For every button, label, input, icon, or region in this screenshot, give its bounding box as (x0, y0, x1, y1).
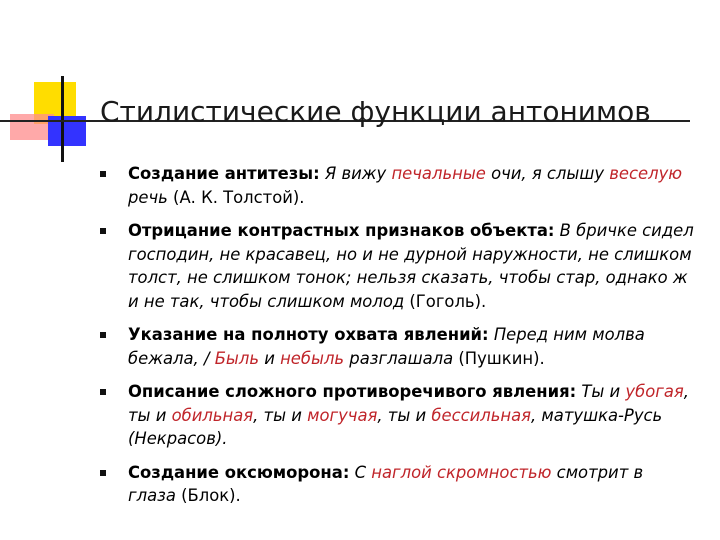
bullet-list (94, 162, 694, 518)
item-text: речь (128, 187, 168, 207)
antonym-highlight: могучая (307, 405, 378, 425)
slide-title: Стилистические функции антонимов (100, 95, 651, 128)
item-lead: Описание сложного противоречивого явления: (128, 382, 577, 401)
square-bullet-icon (100, 389, 106, 395)
list-item (94, 219, 694, 313)
item-lead: Создание оксюморона: (128, 462, 350, 482)
item-text: С (354, 462, 372, 482)
item-text: и (259, 348, 281, 368)
item-text: , матушка-Русь (Некрасов). (128, 405, 663, 448)
square-bullet-icon (100, 332, 106, 338)
antonym-highlight: веселую (609, 164, 683, 183)
square-bullet-icon (100, 171, 106, 177)
item-text: В бричке сидел господин, не красавец, но и не дурной наружности, не слишком толст, не слишком тонок; нельзя сказать, чтобы стар, однако ж и не так, чтобы слишком молод (128, 221, 694, 311)
item-text: , ты и (253, 405, 308, 425)
antonym-highlight: убогая (625, 382, 684, 401)
item-text: , ты и (128, 382, 689, 425)
item-text: очи, я слышу (485, 164, 610, 183)
antonym-highlight: бессильная (431, 405, 531, 425)
item-text: (А. К. Толстой). (167, 187, 305, 207)
list-item (94, 461, 694, 508)
list-item (94, 162, 694, 209)
antonym-highlight: печальные (391, 164, 486, 183)
antonym-highlight: Быль (214, 348, 260, 368)
item-text: (Гоголь). (404, 291, 487, 311)
square-bullet-icon (100, 470, 106, 476)
item-lead: Отрицание контрастных признаков объекта: (128, 221, 555, 240)
item-text: смотрит в глаза (128, 462, 644, 505)
item-text: , ты и (377, 405, 432, 425)
antonym-highlight: обильная (171, 405, 254, 425)
item-lead: Указание на полноту охвата явлений: (128, 325, 489, 344)
decor-vertical-line (61, 76, 64, 162)
list-item (94, 323, 694, 370)
antonym-highlight: наглой скромностью (371, 462, 552, 482)
item-lead: Создание антитезы: (128, 164, 320, 183)
item-text: (Блок). (175, 486, 241, 505)
item-text: Я вижу (324, 164, 392, 183)
item-text: Ты и (581, 382, 626, 401)
square-bullet-icon (100, 228, 106, 234)
item-text: Перед ним молва бежала, / (128, 325, 645, 368)
item-text: разглашала (344, 348, 454, 368)
list-item (94, 380, 694, 451)
item-text: (Пушкин). (453, 348, 545, 368)
antonym-highlight: небыль (280, 348, 345, 368)
